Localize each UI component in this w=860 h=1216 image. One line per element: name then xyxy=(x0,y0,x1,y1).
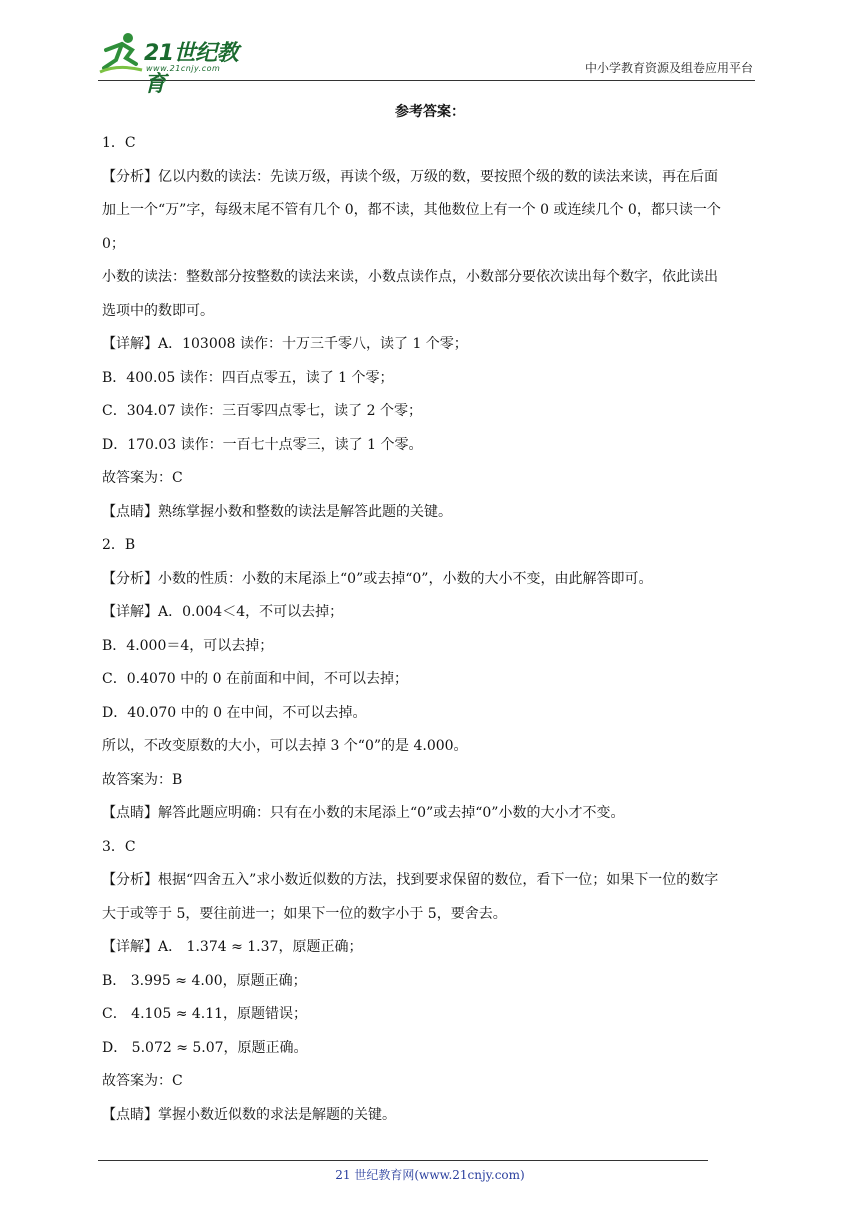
answer-line: 【详解】A．0.004＜4，不可以去掉； xyxy=(102,604,344,620)
answer-line: 3．C xyxy=(102,838,136,855)
answer-line: B． 3.995 ≈ 4.00，原题正确； xyxy=(102,972,307,989)
answer-line: 选项中的数即可。 xyxy=(102,302,214,319)
answer-line: 【点睛】掌握小数近似数的求法是解题的关键。 xyxy=(102,1106,396,1123)
answer-line: B．400.05 读作：四百点零五，读了 1 个零； xyxy=(102,369,394,386)
answer-line: C．304.07 读作：三百零四点零七，读了 2 个零； xyxy=(102,403,422,419)
answer-line: 大于或等于 5，要往前进一；如果下一位的数字小于 5，要舍去。 xyxy=(102,905,507,922)
answer-line: C． 4.105 ≈ 4.11，原题错误； xyxy=(102,1006,308,1022)
answer-line: 【分析】根据“四舍五入”求小数近似数的方法，找到要求保留的数位，看下一位；如果下一位的数字 xyxy=(102,872,719,888)
page-header xyxy=(98,30,755,97)
answer-line: D．170.03 读作：一百七十点零三，读了 1 个零。 xyxy=(102,436,423,453)
logo-text: 21世纪教育 xyxy=(144,41,239,97)
answer-line: 【点睛】熟练掌握小数和整数的读法是解答此题的关键。 xyxy=(102,503,452,520)
logo xyxy=(98,30,258,97)
answer-line: B．4.000＝4，可以去掉； xyxy=(102,637,274,654)
answer-line: 【分析】亿以内数的读法：先读万级，再读个级，万级的数，要按照个级的数的读法来读，再在后面 xyxy=(102,168,718,185)
answer-line: D．40.070 中的 0 在中间，不可以去掉。 xyxy=(102,704,367,721)
answer-line: 加上一个“万”字，每级末尾不管有几个 0，都不读，其他数位上有一个 0 或连续几个 0，都只读一个 xyxy=(102,202,721,218)
page-title: 参考答案： xyxy=(395,104,465,120)
answer-line: 2．B xyxy=(102,537,136,553)
answer-line: 【点睛】解答此题应明确：只有在小数的末尾添上“0”或去掉“0”小数的大小才不变。 xyxy=(102,805,625,821)
answer-line: 【详解】A．103008 读作：十万三千零八，读了 1 个零； xyxy=(102,336,468,352)
answer-line: 0； xyxy=(102,235,125,252)
answer-line: 所以，不改变原数的大小，可以去掉 3 个“0”的是 4.000。 xyxy=(102,738,468,754)
footer-link[interactable]: 21 世纪教育网(www.21cnjy.com) xyxy=(335,1168,525,1182)
runner-logo-icon xyxy=(98,30,144,74)
header-site-name: 中小学教育资源及组卷应用平台 xyxy=(584,61,753,75)
answer-line: 【详解】A． 1.374 ≈ 1.37，原题正确； xyxy=(102,939,363,955)
answer-line: 故答案为：B xyxy=(102,771,183,788)
answer-line: 故答案为：C xyxy=(102,1073,183,1089)
answer-line: D． 5.072 ≈ 5.07，原题正确。 xyxy=(102,1039,308,1056)
answer-line: C．0.4070 中的 0 在前面和中间，不可以去掉； xyxy=(102,671,408,687)
answer-line: 1．C xyxy=(102,135,136,151)
answer-line: 【分析】小数的性质：小数的末尾添上“0”或去掉“0”，小数的大小不变，由此解答即可。 xyxy=(102,570,653,587)
footer-divider xyxy=(98,1160,708,1161)
answer-content xyxy=(102,127,762,1132)
answer-line: 故答案为：C xyxy=(102,470,183,486)
answer-line: 小数的读法：整数部分按整数的读法来读，小数点读作点，小数部分要依次读出每个数字，依此读出 xyxy=(102,269,718,285)
logo-url: www.21cnjy.com xyxy=(146,64,221,73)
